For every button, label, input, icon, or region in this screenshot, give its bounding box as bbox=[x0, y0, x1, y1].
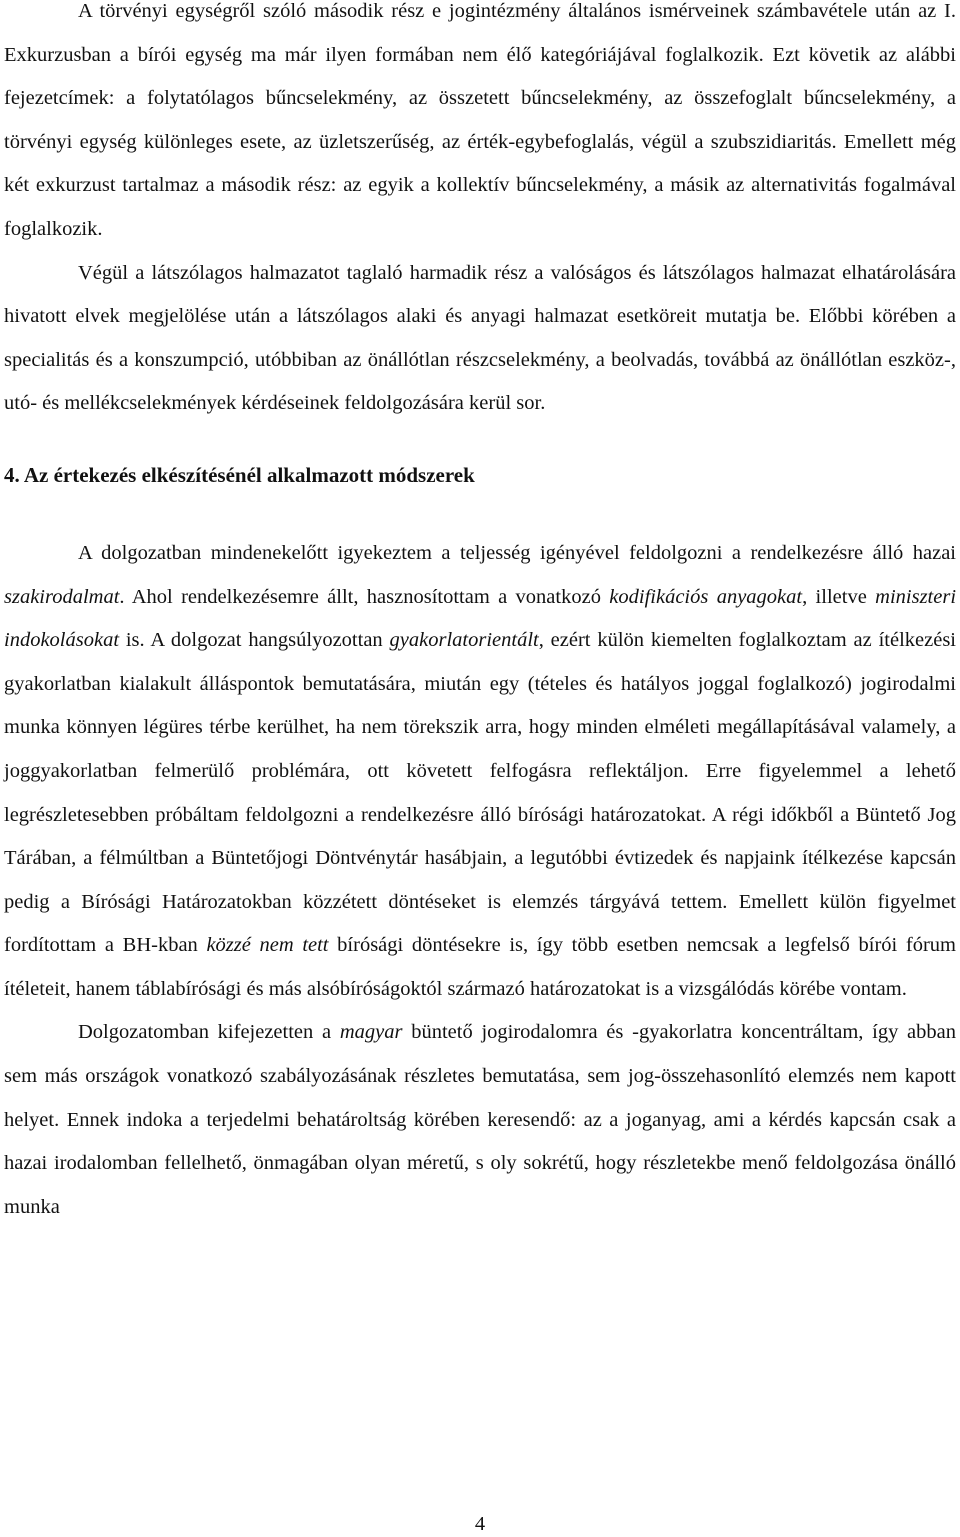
italic-run: magyar bbox=[339, 1021, 403, 1044]
italic-run: kodifikációs anyagokat bbox=[609, 585, 803, 608]
text-run: , ezért külön kiemelten foglalkoztam az ítélkezési gyakorlatban kialakult álláspontok bemutatására, miután egy (tételes és hatályos joggal foglalkozó) jogirodalmi munka könnyen légüres térbe kerülhet, ha nem törekszik arra, hogy minden elméleti megállapításával valamely, a joggyakorlatban felmerülő problémára, ott követett felfogásra reflektáljon. Erre figyelemmel a lehető legrészletesebben próbáltam feldolgozni a rendelkezésre álló bírósági határozatokat. A régi időkből a Büntető Jog Tárában, a félmúltban a Büntetőjogi Döntvénytár hasábjain, a legutóbbi évtizedek és napjaink ítélkezése kapcsán pedig a Bírósági Határozatokban közzétett döntéseket is elemzés tárgyává tettem. Emellett külön figyelmet fordítottam a BH-kban bbox=[4, 629, 956, 957]
text-run: is. A dolgozat hangsúlyozottan bbox=[119, 629, 390, 652]
paragraph-third-part-summary: Végül a látszólagos halmazatot taglaló harmadik rész a valóságos és látszólagos halmazat elhatárolására hivatott elvek megjelölése után a látszólagos alaki és anyagi halmazat esetköreit mutatja be. Előbbi körében a specialitás és a konszumpció, utóbbiban az önállótlan részcselekmény, a beolvadás, továbbá az önállótlan eszköz-, utó- és mellékcselekmények kérdéseinek feldolgozására kerül sor. bbox=[4, 261, 956, 415]
italic-run: közzé nem tett bbox=[206, 934, 329, 957]
text-run: , illetve bbox=[802, 585, 876, 608]
text-run: . Ahol rendelkezésemre állt, hasznosítottam a vonatkozó bbox=[119, 585, 610, 608]
text-run: A dolgozatban mindenekelőtt igyekeztem a teljesség igényével feldolgozni a rendelkezésre álló hazai bbox=[78, 541, 956, 564]
page-number: 4 bbox=[474, 1513, 486, 1535]
text-run: büntető jogirodalomra és -gyakorlatra koncentráltam, így abban sem más országok vonatkozó szabályozásának részletes bemutatása, sem jog-összehasonlító elemzés nem kapott helyet. Ennek indoka a terjedelmi behatároltság körében keresendő: az a joganyag, ami a kérdés kapcsán csak a hazai irodalomban fellelhető, önmagában olyan méretű, s oly sokrétű, hogy részletekbe menő feldolgozása önálló munka bbox=[4, 1021, 957, 1218]
text-run: Dolgozatomban kifejezetten a bbox=[78, 1021, 340, 1044]
paragraph-methods-scope bbox=[4, 1011, 956, 1229]
text-run: bírósági döntésekre is, így több esetben nemcsak a legfelső bírói fórum ítéleteit, hanem táblabírósági és más alsóbíróságoktól származó határozatokat is a vizsgálódás körébe vontam. bbox=[4, 934, 957, 1000]
paragraph-methods-literature bbox=[4, 532, 956, 1012]
italic-run: szakirodalmat bbox=[4, 585, 120, 608]
document-page bbox=[4, 0, 956, 1229]
paragraph-second-part-summary: A törvényi egységről szóló második rész e jogintézmény általános ismérveinek számbavétele után az I. Exkurzusban a bírói egység ma már ilyen formában nem élő kategóriájával foglalkozik. Ezt követik az alábbi fejezetcímek: a folytatólagos bűncselekmény, az összetett bűncselekmény, az összefoglalt bűncselekmény, a törvényi egység különleges esete, az üzletszerűség, az érték-egybefoglalás, végül a szubszidiaritás. Emellett még két exkurzust tartalmaz a második rész: az egyik a kollektív bűncselekmény, a másik az alternativitás fogalmával foglalkozik. bbox=[4, 0, 956, 240]
italic-run: miniszteri indokolásokat bbox=[4, 585, 957, 652]
italic-run: gyakorlatorientált bbox=[389, 629, 539, 652]
section-heading-methods: 4. Az értekezés elkészítésénél alkalmazott módszerek bbox=[4, 462, 475, 487]
